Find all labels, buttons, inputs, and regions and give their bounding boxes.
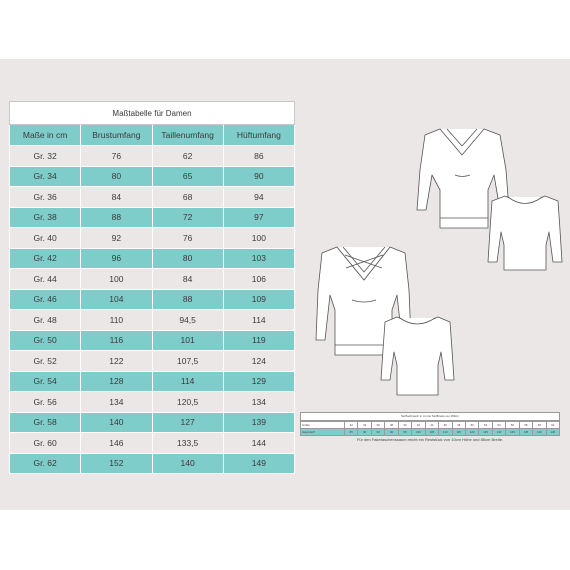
size-label-cell: Gr. 56 [10, 392, 81, 413]
measurement-cell: 76 [81, 146, 152, 167]
measurement-cell: 116 [81, 330, 152, 351]
size-row [10, 310, 295, 331]
fabric-size-cell: 54 [492, 422, 505, 429]
measurement-cell: 65 [152, 166, 223, 187]
fabric-amount-cell: 125 [479, 429, 492, 436]
size-row [10, 392, 295, 413]
shirt-back-drawing-1 [488, 196, 562, 270]
measurement-cell: 106 [223, 269, 294, 290]
size-row [10, 351, 295, 372]
measurement-cell: 88 [81, 207, 152, 228]
measurement-cell: 149 [223, 453, 294, 474]
measurement-cell: 76 [152, 228, 223, 249]
measurement-cell: 96 [81, 248, 152, 269]
size-label-cell: Gr. 34 [10, 166, 81, 187]
measurement-cell: 84 [152, 269, 223, 290]
size-label-cell: Gr. 54 [10, 371, 81, 392]
size-row [10, 269, 295, 290]
size-table-body [10, 146, 295, 474]
measurement-cell: 124 [223, 351, 294, 372]
fabric-size-cell: 58 [519, 422, 532, 429]
fabric-size-cell: 44 [425, 422, 438, 429]
fabric-amount-cell: 130 [492, 429, 505, 436]
measurement-cell: 134 [81, 392, 152, 413]
size-row [10, 371, 295, 392]
size-label-cell: Gr. 50 [10, 330, 81, 351]
measurement-cell: 94,5 [152, 310, 223, 331]
fabric-size-cell: 48 [452, 422, 465, 429]
size-label-cell: Gr. 38 [10, 207, 81, 228]
size-label-cell: Gr. 48 [10, 310, 81, 331]
measurement-cell: 127 [152, 412, 223, 433]
fabric-main-label: Hauptstoff [301, 429, 345, 436]
measurement-cell: 129 [223, 371, 294, 392]
measurement-cell: 134 [223, 392, 294, 413]
measurement-cell: 104 [81, 289, 152, 310]
measurement-cell: 94 [223, 187, 294, 208]
fabric-amount-cell: 90 [358, 429, 371, 436]
size-row [10, 207, 295, 228]
size-row [10, 433, 295, 454]
header-cell: Hüftumfang [223, 125, 294, 146]
fabric-amount-cell: 90 [385, 429, 398, 436]
measurement-cell: 88 [152, 289, 223, 310]
fabric-size-cell: 56 [506, 422, 519, 429]
size-label-cell: Gr. 58 [10, 412, 81, 433]
measurement-cell: 90 [223, 166, 294, 187]
fabric-note: Für den Faketaschenssaum reicht ein Reststück von 10cm Höhe und 85cm Breite. [356, 437, 504, 442]
fabric-amount-cell: 110 [439, 429, 452, 436]
measurement-cell: 80 [81, 166, 152, 187]
measurement-cell: 103 [223, 248, 294, 269]
fabric-size-cell: 50 [465, 422, 478, 429]
size-label-cell: Gr. 62 [10, 453, 81, 474]
measurement-cell: 122 [81, 351, 152, 372]
measurement-cell: 146 [81, 433, 152, 454]
size-label-cell: Gr. 32 [10, 146, 81, 167]
fabric-size-cell: 62 [546, 422, 559, 429]
measurement-cell: 80 [152, 248, 223, 269]
fabric-amount-cell: 85 [345, 429, 358, 436]
measurement-cell: 101 [152, 330, 223, 351]
fabric-amount-cell: 115 [452, 429, 465, 436]
fabric-size-cell: 38 [385, 422, 398, 429]
size-label-cell: Gr. 44 [10, 269, 81, 290]
fabric-amount-cell: 100 [412, 429, 425, 436]
fabric-size-cell: 32 [345, 422, 358, 429]
measurement-cell: 152 [81, 453, 152, 474]
fabric-size-cell: 40 [398, 422, 411, 429]
measurement-cell: 140 [81, 412, 152, 433]
shirt-back-drawing-2 [381, 317, 454, 395]
measurement-cell: 72 [152, 207, 223, 228]
measurement-cell: 120,5 [152, 392, 223, 413]
size-row [10, 146, 295, 167]
size-label-cell: Gr. 42 [10, 248, 81, 269]
measurement-cell: 68 [152, 187, 223, 208]
fabric-size-cell: 42 [412, 422, 425, 429]
size-label-cell: Gr. 46 [10, 289, 81, 310]
fabric-amount-cell: 145 [546, 429, 559, 436]
fabric-amount-cell: 140 [533, 429, 546, 436]
fabric-amount-cell: 95 [398, 429, 411, 436]
size-label-cell: Gr. 36 [10, 187, 81, 208]
measurement-cell: 92 [81, 228, 152, 249]
fabric-size-label: Größe [301, 422, 345, 429]
fabric-amount-cell: 90 [371, 429, 384, 436]
measurement-cell: 97 [223, 207, 294, 228]
size-row [10, 412, 295, 433]
header-cell: Taillenumfang [152, 125, 223, 146]
measurement-cell: 109 [223, 289, 294, 310]
size-row [10, 187, 295, 208]
measurement-cell: 86 [223, 146, 294, 167]
size-table-title: Maßtabelle für Damen [10, 102, 295, 125]
measurement-cell: 107,5 [152, 351, 223, 372]
size-row [10, 330, 295, 351]
fabric-size-cell: 52 [479, 422, 492, 429]
size-label-cell: Gr. 40 [10, 228, 81, 249]
size-label-cell: Gr. 52 [10, 351, 81, 372]
size-row [10, 453, 295, 474]
size-label-cell: Gr. 60 [10, 433, 81, 454]
measurement-cell: 100 [223, 228, 294, 249]
measurement-cell: 62 [152, 146, 223, 167]
measurement-cell: 100 [81, 269, 152, 290]
fabric-size-row [301, 422, 560, 429]
fabric-size-cell: 36 [371, 422, 384, 429]
measurement-cell: 139 [223, 412, 294, 433]
size-row [10, 248, 295, 269]
header-cell: Brustumfang [81, 125, 152, 146]
size-row [10, 289, 295, 310]
measurement-cell: 110 [81, 310, 152, 331]
fabric-size-cell: 34 [358, 422, 371, 429]
fabric-consumption-table [300, 412, 560, 436]
measurement-cell: 133,5 [152, 433, 223, 454]
fabric-size-cell: 46 [439, 422, 452, 429]
measurement-cell: 114 [152, 371, 223, 392]
measurement-cell: 114 [223, 310, 294, 331]
fabric-amount-cell: 135 [506, 429, 519, 436]
fabric-table-grid [300, 421, 560, 436]
header-cell: Maße in cm [10, 125, 81, 146]
fabric-amount-row [301, 429, 560, 436]
size-table [9, 101, 295, 474]
garment-drawings [300, 110, 570, 410]
fabric-amount-cell: 135 [519, 429, 532, 436]
measurement-cell: 128 [81, 371, 152, 392]
measurement-cell: 144 [223, 433, 294, 454]
size-row [10, 166, 295, 187]
size-row [10, 228, 295, 249]
measurement-cell: 119 [223, 330, 294, 351]
fabric-table-title: Stoffverbrauch in cm bei Stoffbreite von 150cm [300, 412, 560, 421]
size-table-header-row [10, 125, 295, 146]
measurement-cell: 140 [152, 453, 223, 474]
fabric-size-cell: 60 [533, 422, 546, 429]
size-table-title-row [10, 102, 295, 125]
fabric-amount-cell: 120 [465, 429, 478, 436]
fabric-amount-cell: 105 [425, 429, 438, 436]
measurement-cell: 84 [81, 187, 152, 208]
